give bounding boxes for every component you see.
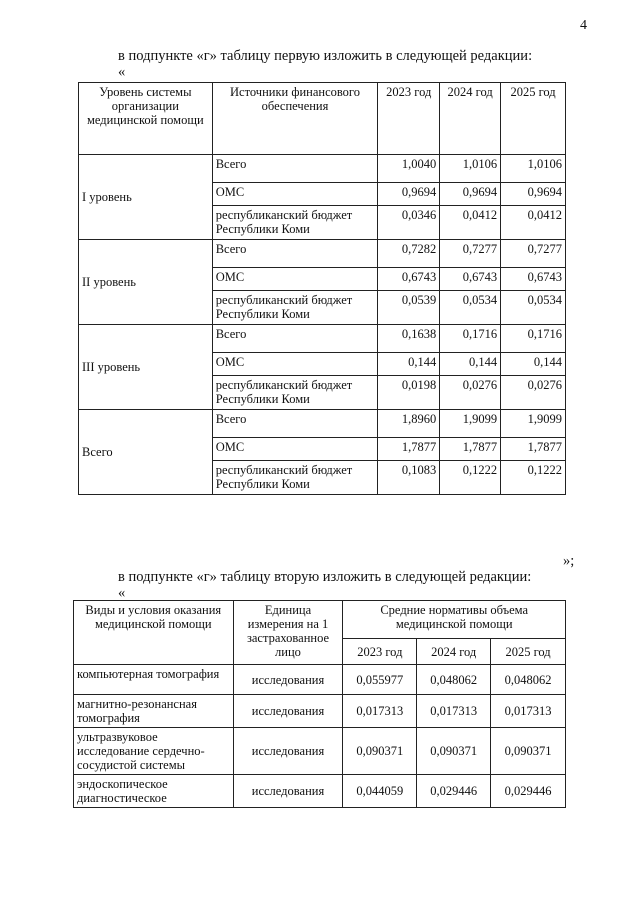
- t1-row: [79, 325, 566, 353]
- t1-source-cell: республиканский бюджет Республики Коми: [212, 376, 378, 410]
- t1-value-cell: 0,1638: [378, 325, 440, 353]
- table-second: [73, 600, 566, 808]
- t1-value-cell: 0,0276: [501, 376, 566, 410]
- t1-value-cell: 0,9694: [440, 183, 501, 206]
- t1-source-cell: республиканский бюджет Республики Коми: [212, 291, 378, 325]
- t1-source-cell: Всего: [212, 155, 378, 183]
- t1-value-cell: 0,1222: [440, 461, 501, 495]
- t2-value-cell: 0,055977: [343, 665, 417, 695]
- t2-header-2023: 2023 год: [343, 639, 417, 665]
- t1-value-cell: 0,1222: [501, 461, 566, 495]
- t1-value-cell: 0,6743: [501, 268, 566, 291]
- t1-value-cell: 0,0412: [501, 206, 566, 240]
- t1-value-cell: 0,0534: [440, 291, 501, 325]
- t1-level-cell: I уровень: [79, 155, 213, 240]
- t2-header-2025: 2025 год: [491, 639, 566, 665]
- t1-value-cell: 0,1083: [378, 461, 440, 495]
- t1-source-cell: Всего: [212, 240, 378, 268]
- t1-value-cell: 0,9694: [501, 183, 566, 206]
- t2-unit-cell: исследования: [233, 665, 343, 695]
- t1-header-level: Уровень системы организации медицинской помощи: [79, 83, 213, 155]
- t1-source-cell: ОМС: [212, 438, 378, 461]
- t2-value-cell: 0,048062: [417, 665, 491, 695]
- t1-value-cell: 0,0412: [440, 206, 501, 240]
- t1-value-cell: 0,1716: [440, 325, 501, 353]
- t1-value-cell: 0,0276: [440, 376, 501, 410]
- t1-value-cell: 0,0198: [378, 376, 440, 410]
- t1-row: [79, 410, 566, 438]
- t2-row: [74, 775, 566, 808]
- t2-unit-cell: исследования: [233, 695, 343, 728]
- t1-source-cell: республиканский бюджет Республики Коми: [212, 206, 378, 240]
- t1-value-cell: 0,7277: [440, 240, 501, 268]
- t1-value-cell: 0,6743: [378, 268, 440, 291]
- t1-source-cell: Всего: [212, 410, 378, 438]
- close-quote: »;: [563, 553, 575, 569]
- t2-unit-cell: исследования: [233, 775, 343, 808]
- t1-header-2025: 2025 год: [501, 83, 566, 155]
- t1-header-2024: 2024 год: [440, 83, 501, 155]
- t2-header-norm: Средние нормативы объема медицинской помощи: [343, 601, 566, 639]
- t2-value-cell: 0,048062: [491, 665, 566, 695]
- t1-header-source: Источники финансового обеспечения: [212, 83, 378, 155]
- t1-value-cell: 0,144: [378, 353, 440, 376]
- t1-value-cell: 0,7277: [501, 240, 566, 268]
- t2-value-cell: 0,029446: [491, 775, 566, 808]
- t1-value-cell: 0,144: [440, 353, 501, 376]
- t1-value-cell: 1,0106: [501, 155, 566, 183]
- t1-value-cell: 0,7282: [378, 240, 440, 268]
- t2-name-cell: магнитно-резонансная томография: [74, 695, 234, 728]
- t2-value-cell: 0,017313: [343, 695, 417, 728]
- t1-value-cell: 1,8960: [378, 410, 440, 438]
- t1-value-cell: 0,0534: [501, 291, 566, 325]
- t2-value-cell: 0,090371: [417, 728, 491, 775]
- t1-header-2023: 2023 год: [378, 83, 440, 155]
- t1-value-cell: 0,1716: [501, 325, 566, 353]
- t1-value-cell: 1,7877: [378, 438, 440, 461]
- table-first: [78, 82, 566, 495]
- t2-value-cell: 0,017313: [491, 695, 566, 728]
- t2-name-cell: ультразвуковое исследование сердечно-сосудистой системы: [74, 728, 234, 775]
- t2-unit-cell: исследования: [233, 728, 343, 775]
- t2-row: [74, 665, 566, 695]
- t2-row: [74, 728, 566, 775]
- t2-name-cell: эндоскопическое диагностическое: [74, 775, 234, 808]
- t1-level-cell: II уровень: [79, 240, 213, 325]
- t2-value-cell: 0,090371: [491, 728, 566, 775]
- t1-value-cell: 0,9694: [378, 183, 440, 206]
- t2-header-unit: Единица измерения на 1 застрахованное лицо: [233, 601, 343, 665]
- t2-header-type: Виды и условия оказания медицинской помощи: [74, 601, 234, 665]
- t1-value-cell: 0,144: [501, 353, 566, 376]
- t2-name-cell: компьютерная томография: [74, 665, 234, 695]
- t1-value-cell: 1,0106: [440, 155, 501, 183]
- t1-value-cell: 1,9099: [501, 410, 566, 438]
- t1-row: [79, 155, 566, 183]
- open-quote-2: «: [118, 585, 126, 601]
- t2-header-2024: 2024 год: [417, 639, 491, 665]
- t1-level-cell: III уровень: [79, 325, 213, 410]
- t1-value-cell: 0,0346: [378, 206, 440, 240]
- t2-value-cell: 0,029446: [417, 775, 491, 808]
- t1-row: [79, 240, 566, 268]
- t1-value-cell: 1,7877: [440, 438, 501, 461]
- t2-value-cell: 0,090371: [343, 728, 417, 775]
- intro-text-1: в подпункте «г» таблицу первую изложить в следующей редакции:: [118, 48, 533, 64]
- t2-value-cell: 0,044059: [343, 775, 417, 808]
- t2-value-cell: 0,017313: [417, 695, 491, 728]
- t1-value-cell: 1,9099: [440, 410, 501, 438]
- t1-source-cell: Всего: [212, 325, 378, 353]
- intro-text-2: в подпункте «г» таблицу вторую изложить в следующей редакции:: [118, 569, 532, 585]
- t2-row: [74, 695, 566, 728]
- t1-value-cell: 0,6743: [440, 268, 501, 291]
- t1-source-cell: республиканский бюджет Республики Коми: [212, 461, 378, 495]
- page-number: 4: [580, 18, 587, 33]
- t1-value-cell: 1,0040: [378, 155, 440, 183]
- t1-value-cell: 1,7877: [501, 438, 566, 461]
- open-quote-1: «: [118, 64, 126, 80]
- t1-level-cell: Всего: [79, 410, 213, 495]
- t1-source-cell: ОМС: [212, 353, 378, 376]
- t1-source-cell: ОМС: [212, 183, 378, 206]
- t1-source-cell: ОМС: [212, 268, 378, 291]
- t1-value-cell: 0,0539: [378, 291, 440, 325]
